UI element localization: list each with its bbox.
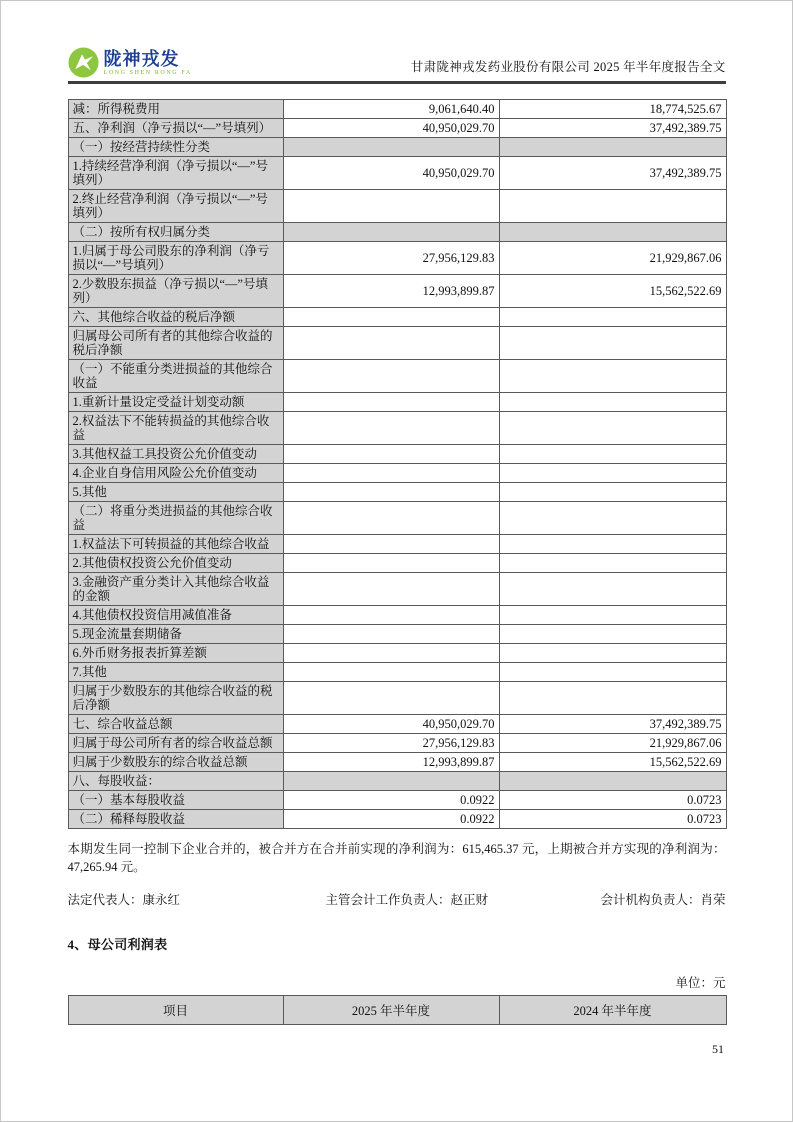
value-2024: 37,492,389.75 xyxy=(499,715,726,734)
value-2024 xyxy=(499,360,726,393)
value-2025 xyxy=(283,138,499,157)
value-2025: 27,956,129.83 xyxy=(283,734,499,753)
row-label: （二）稀释每股收益 xyxy=(68,810,283,829)
value-2025: 9,061,640.40 xyxy=(283,100,499,119)
row-label: 3.其他权益工具投资公允价值变动 xyxy=(68,445,283,464)
legal-representative: 法定代表人：康永红 xyxy=(67,893,181,907)
value-2024 xyxy=(499,606,726,625)
table-row xyxy=(68,190,726,223)
row-label: 1.归属于母公司股东的净利润（净亏损以“—”号填列） xyxy=(68,242,283,275)
value-2024 xyxy=(499,138,726,157)
table-row xyxy=(68,138,726,157)
row-label: （一）不能重分类进损益的其他综合收益 xyxy=(68,360,283,393)
value-2025 xyxy=(283,483,499,502)
table-row xyxy=(68,393,726,412)
accounting-org-head: 会计机构负责人：肖荣 xyxy=(600,893,726,907)
row-label: 归属于少数股东的其他综合收益的税后净额 xyxy=(68,682,283,715)
row-label: 4.企业自身信用风险公允价值变动 xyxy=(68,464,283,483)
table-row xyxy=(68,682,726,715)
value-2024 xyxy=(499,223,726,242)
row-label: 归属于少数股东的综合收益总额 xyxy=(68,753,283,772)
table-row xyxy=(68,810,726,829)
table-row xyxy=(68,119,726,138)
table-row xyxy=(68,157,726,190)
row-label: （二）按所有权归属分类 xyxy=(68,223,283,242)
value-2025: 40,950,029.70 xyxy=(283,157,499,190)
table-row xyxy=(68,242,726,275)
logo-text xyxy=(104,50,192,76)
value-2025 xyxy=(283,327,499,360)
value-2025: 12,993,899.87 xyxy=(283,753,499,772)
value-2024: 0.0723 xyxy=(499,791,726,810)
value-2024 xyxy=(499,327,726,360)
value-2025 xyxy=(283,772,499,791)
value-2024 xyxy=(499,412,726,445)
value-2025 xyxy=(283,412,499,445)
row-label: 3.金融资产重分类计入其他综合收益的金额 xyxy=(68,573,283,606)
value-2024 xyxy=(499,682,726,715)
value-2024 xyxy=(499,772,726,791)
table-row xyxy=(68,644,726,663)
row-label: 4.其他债权投资信用减值准备 xyxy=(68,606,283,625)
table-row xyxy=(68,275,726,308)
report-title: 甘肃陇神戎发药业股份有限公司 2025 年半年度报告全文 xyxy=(410,60,726,74)
table-row xyxy=(68,223,726,242)
value-2025 xyxy=(283,663,499,682)
value-2025 xyxy=(283,573,499,606)
signature-line xyxy=(68,890,726,908)
value-2025 xyxy=(283,535,499,554)
table-row xyxy=(68,606,726,625)
page-number: 51 xyxy=(712,1042,724,1056)
company-logo xyxy=(68,47,192,78)
value-2024 xyxy=(499,625,726,644)
row-label: 1.持续经营净利润（净亏损以“—”号填列） xyxy=(68,157,283,190)
row-label: 七、综合收益总额 xyxy=(68,715,283,734)
table-row xyxy=(68,327,726,360)
value-2024 xyxy=(499,445,726,464)
row-label: 5.现金流量套期储备 xyxy=(68,625,283,644)
column-header-2024: 2024 年半年度 xyxy=(499,996,726,1025)
table-row xyxy=(68,753,726,772)
value-2024: 21,929,867.06 xyxy=(499,242,726,275)
value-2025: 27,956,129.83 xyxy=(283,242,499,275)
value-2024 xyxy=(499,554,726,573)
row-label: 减：所得税费用 xyxy=(68,100,283,119)
value-2025 xyxy=(283,625,499,644)
row-label: （一）基本每股收益 xyxy=(68,791,283,810)
row-label: 六、其他综合收益的税后净额 xyxy=(68,308,283,327)
row-label: 2.终止经营净利润（净亏损以“—”号填列） xyxy=(68,190,283,223)
table-row xyxy=(68,734,726,753)
table-row xyxy=(68,100,726,119)
row-label: 2.其他债权投资公允价值变动 xyxy=(68,554,283,573)
table-row xyxy=(68,464,726,483)
value-2025: 0.0922 xyxy=(283,791,499,810)
logo-bird-icon xyxy=(68,47,99,78)
value-2024: 18,774,525.67 xyxy=(499,100,726,119)
value-2024 xyxy=(499,535,726,554)
row-label: 归属于母公司所有者的综合收益总额 xyxy=(68,734,283,753)
value-2024 xyxy=(499,502,726,535)
value-2024 xyxy=(499,464,726,483)
column-header-2025: 2025 年半年度 xyxy=(283,996,499,1025)
table-row xyxy=(68,573,726,606)
value-2024: 21,929,867.06 xyxy=(499,734,726,753)
value-2025 xyxy=(283,308,499,327)
value-2025: 40,950,029.70 xyxy=(283,119,499,138)
income-statement-table xyxy=(68,99,727,829)
value-2024: 37,492,389.75 xyxy=(499,119,726,138)
value-2025 xyxy=(283,393,499,412)
table-row xyxy=(68,360,726,393)
value-2025 xyxy=(283,445,499,464)
row-label: 7.其他 xyxy=(68,663,283,682)
row-label: 归属母公司所有者的其他综合收益的税后净额 xyxy=(68,327,283,360)
value-2024: 15,562,522.69 xyxy=(499,753,726,772)
value-2025 xyxy=(283,464,499,483)
column-header-item: 项目 xyxy=(68,996,283,1025)
row-label: 2.权益法下不能转损益的其他综合收益 xyxy=(68,412,283,445)
row-label: 1.权益法下可转损益的其他综合收益 xyxy=(68,535,283,554)
value-2024: 0.0723 xyxy=(499,810,726,829)
table-row xyxy=(68,483,726,502)
value-2024 xyxy=(499,663,726,682)
value-2025: 0.0922 xyxy=(283,810,499,829)
value-2025 xyxy=(283,644,499,663)
value-2024 xyxy=(499,308,726,327)
value-2025 xyxy=(283,682,499,715)
table-header-row xyxy=(68,996,726,1025)
merger-note: 本期发生同一控制下企业合并的，被合并方在合并前实现的净利润为：615,465.37 元，上期被合并方实现的净利润为：47,265.94 元。 xyxy=(67,842,726,874)
value-2024 xyxy=(499,483,726,502)
value-2024: 15,562,522.69 xyxy=(499,275,726,308)
table-row xyxy=(68,791,726,810)
value-2024 xyxy=(499,573,726,606)
table-row xyxy=(68,535,726,554)
row-label: 八、每股收益： xyxy=(68,772,283,791)
row-label: （二）将重分类进损益的其他综合收益 xyxy=(68,502,283,535)
value-2024 xyxy=(499,644,726,663)
unit-label: 单位：元 xyxy=(675,976,726,990)
table-row xyxy=(68,715,726,734)
value-2025 xyxy=(283,554,499,573)
header-divider xyxy=(68,81,726,84)
value-2025 xyxy=(283,223,499,242)
value-2025 xyxy=(283,360,499,393)
value-2024: 37,492,389.75 xyxy=(499,157,726,190)
section-heading: 4、母公司利润表 xyxy=(67,937,168,952)
logo-chinese-name: 陇神戎发 xyxy=(103,48,180,69)
table-row xyxy=(68,445,726,464)
parent-income-table xyxy=(68,995,727,1025)
table-row xyxy=(68,308,726,327)
value-2025: 40,950,029.70 xyxy=(283,715,499,734)
table-row xyxy=(68,625,726,644)
row-label: 5.其他 xyxy=(68,483,283,502)
table-row xyxy=(68,772,726,791)
table-row xyxy=(68,502,726,535)
table-row xyxy=(68,663,726,682)
value-2025 xyxy=(283,606,499,625)
income-table-body xyxy=(68,100,726,829)
value-2025: 12,993,899.87 xyxy=(283,275,499,308)
row-label: 五、净利润（净亏损以“—”号填列） xyxy=(68,119,283,138)
chief-accountant: 主管会计工作负责人：赵正财 xyxy=(325,893,489,907)
value-2025 xyxy=(283,502,499,535)
value-2024 xyxy=(499,190,726,223)
logo-english-name: LONG SHEN RONG FA xyxy=(103,69,192,76)
table-row xyxy=(68,412,726,445)
row-label: 2.少数股东损益（净亏损以“—”号填列） xyxy=(68,275,283,308)
page-header xyxy=(68,47,726,78)
row-label: 6.外币财务报表折算差额 xyxy=(68,644,283,663)
row-label: （一）按经营持续性分类 xyxy=(68,138,283,157)
value-2025 xyxy=(283,190,499,223)
table-row xyxy=(68,554,726,573)
value-2024 xyxy=(499,393,726,412)
row-label: 1.重新计量设定受益计划变动额 xyxy=(68,393,283,412)
